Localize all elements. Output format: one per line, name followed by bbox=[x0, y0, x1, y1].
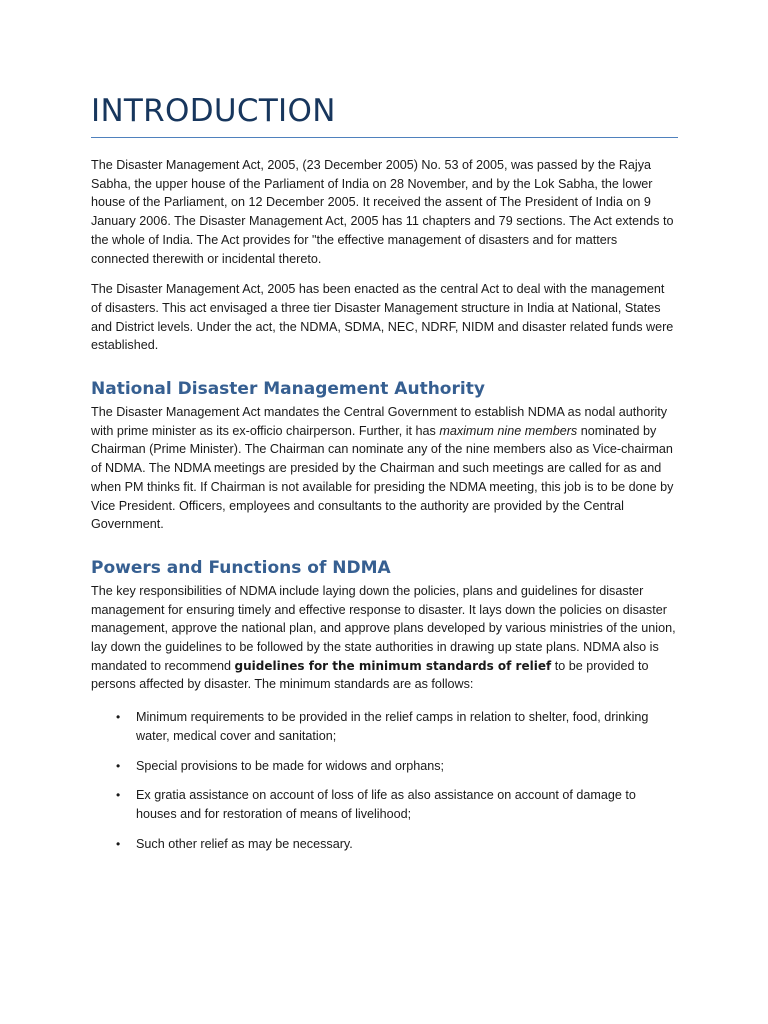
intro-paragraph-2: The Disaster Management Act, 2005 has been enacted as the central Act to deal with the management of disasters. This act envisaged a three tier Disaster Management structure in India at National, States and District levels. Under the act, the NDMA, SDMA, NEC, NDRF, NIDM and disaster related funds were established. bbox=[91, 282, 674, 353]
title-underline bbox=[91, 137, 678, 138]
powers-text-part2: to be provided to persons affected by disaster. The minimum standards are as follows: bbox=[91, 658, 649, 692]
list-item-text: Special provisions to be made for widows and orphans; bbox=[136, 758, 445, 773]
powers-heading: Powers and Functions of NDMA bbox=[91, 557, 391, 578]
powers-text-bold: guidelines for the minimum standards of relief bbox=[234, 658, 552, 673]
ndma-text-part2: nominated by Chairman (Prime Minister). The Chairman can nominate any of the nine members also as Vice-chairman of NDMA. The NDMA meetings are presided by the Chairman and such meetings are called for as and when PM thinks fit. If Chairman is not available for presiding the NDMA meeting, this job is to be done by Vice President. Officers, employees and consultants to the authority are provided by the Central Government. bbox=[91, 423, 674, 532]
intro-paragraph-1: The Disaster Management Act, 2005, (23 December 2005) No. 53 of 2005, was passed by the Rajya Sabha, the upper house of the Parliament of India on 28 November, and by the Lok Sabha, the lower house of the Parliament, on 12 December 2005. It received the assent of The President of India on 9 January 2006. The Disaster Management Act, 2005 has 11 chapters and 79 sections. The Act extends to the whole of India. The Act provides for "the effective management of disasters and for matters connected therewith or incidental thereto. bbox=[91, 158, 674, 266]
standards-list bbox=[91, 708, 678, 853]
powers-text-part1: The key responsibilities of NDMA include laying down the policies, plans and guidelines for disaster management for ensuring timely and effective response to disaster. It lays down the policies on disaster management, approve the national plan, and approve plans developed by various ministries of the union, lay down the guidelines to be followed by the state authorities in drawing up state plans. NDMA also is mandated to recommend bbox=[91, 583, 676, 673]
page-title: INTRODUCTION bbox=[91, 93, 336, 129]
list-item bbox=[91, 835, 678, 854]
ndma-paragraph bbox=[91, 403, 678, 534]
list-item-text: Ex gratia assistance on account of loss of life as also assistance on account of damage to houses and for restoration of means of livelihood; bbox=[136, 788, 636, 821]
list-item-text: Such other relief as may be necessary. bbox=[136, 836, 353, 851]
bullet-icon: • bbox=[116, 710, 121, 725]
bullet-icon: • bbox=[116, 836, 121, 851]
powers-paragraph bbox=[91, 582, 678, 694]
list-item-text: Minimum requirements to be provided in the relief camps in relation to shelter, food, drinking water, medical cover and sanitation; bbox=[136, 710, 649, 743]
ndma-heading: National Disaster Management Authority bbox=[91, 379, 485, 400]
ndma-text-italic: maximum nine members bbox=[439, 423, 578, 438]
ndma-text-part1: The Disaster Management Act mandates the Central Government to establish NDMA as nodal authority with prime minister as its ex-officio chairperson. Further, it has bbox=[91, 405, 668, 438]
bullet-icon: • bbox=[116, 788, 121, 803]
list-item bbox=[91, 786, 678, 823]
list-item bbox=[91, 757, 678, 776]
list-item bbox=[91, 708, 678, 745]
bullet-icon: • bbox=[116, 758, 121, 773]
